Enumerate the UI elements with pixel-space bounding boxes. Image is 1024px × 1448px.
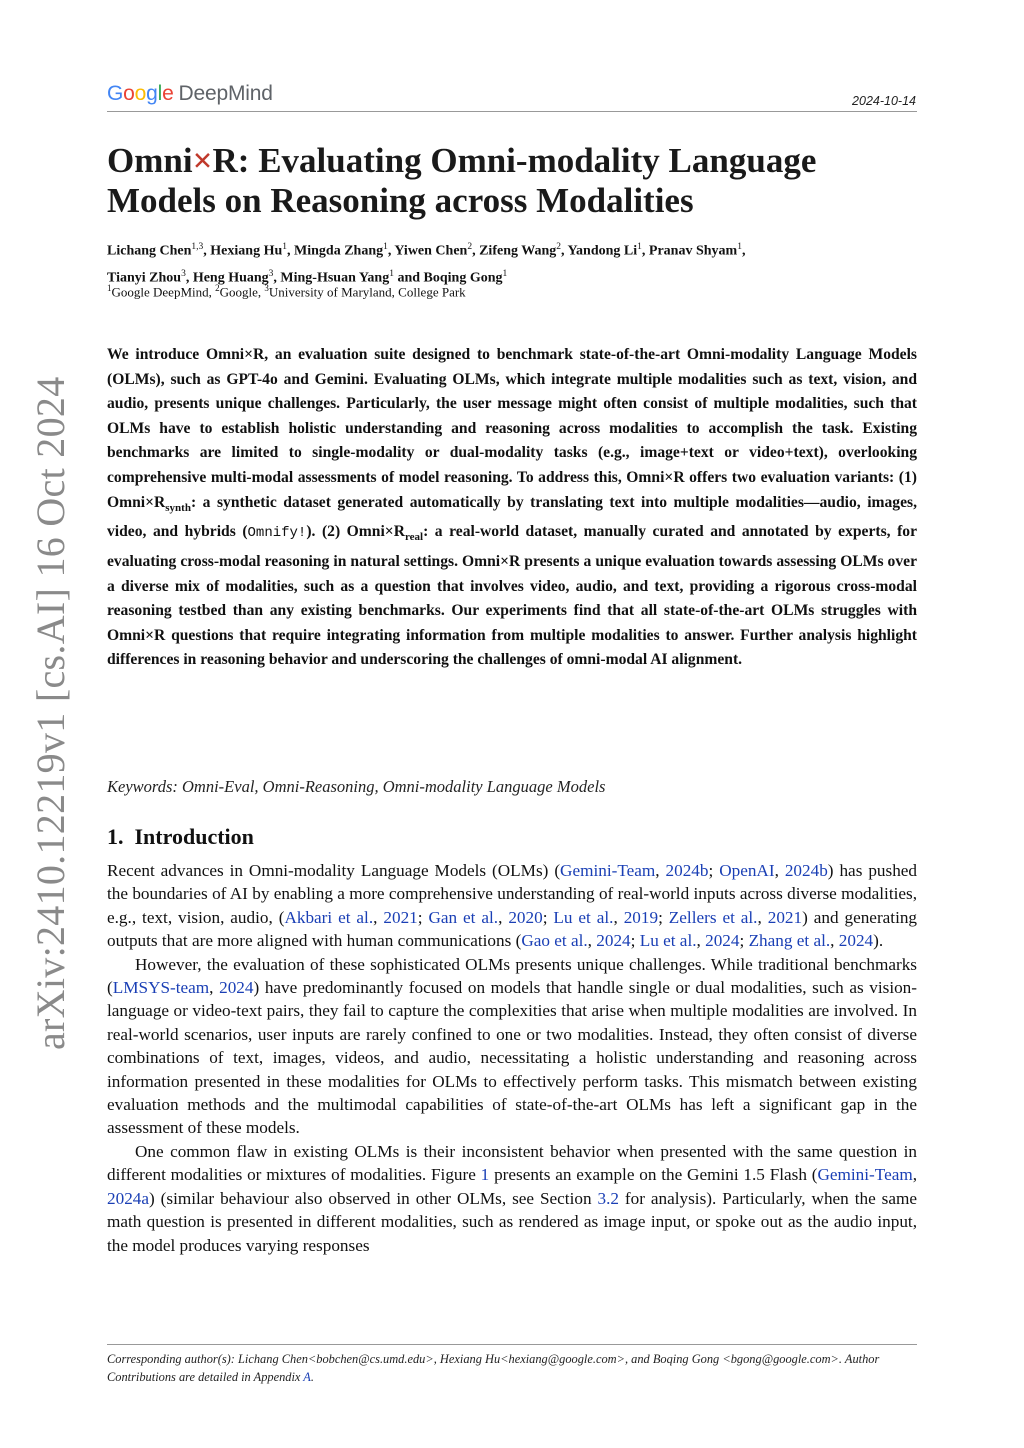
citation-link[interactable]: Lu et al. bbox=[639, 931, 697, 951]
author: Zifeng Wang bbox=[479, 243, 557, 259]
section-heading-introduction: 1. Introduction bbox=[107, 824, 254, 849]
paragraph: Recent advances in Omni-modality Language Models (OLMs) (Gemini-Team, 2024b; OpenAI, 2024b) has pushed the boundaries of AI by enabling a more comprehensive understanding of real-world inputs across diverse modalities, e.g., text, vision, audio, (Akbari et al., 2021; Gan et al., 2020; Lu et al., 2019; Zellers et al., 2021) and generating outputs that are more aligned with human communications (Gao et al., 2024; Lu et al., 2024; Zhang et al., 2024). bbox=[107, 861, 918, 951]
abstract: We introduce Omni×R, an evaluation suite designed to benchmark state-of-the-art Omni-modality Language Models (OLMs), such as GPT-4o and Gemini. Evaluating OLMs, which integrate multiple modalities such as text, vision, and audio, presents unique challenges. Particularly, the user message might often consist of multiple modalities, such that OLMs have to establish holistic understanding and reasoning across modalities to accomplish the task. Existing benchmarks are limited to single-modality or dual-modality tasks (e.g., image+text or video+text), overlooking comprehensive multi-modal assessments of model reasoning. To address this, Omni×R offers two evaluation variants: (1) $Omni\times R_{synth}$: a synthetic dataset generated automatically by translating text into multiple modalities—audio, images, video, and hybrids (Omnify!). (2) $Omni\times R_{real}$: a real-world dataset, manually curated and annotated by experts, for evaluating cross-modal reasoning in natural settings. Omni×R presents a unique evaluation towards assessing OLMs over a diverse mix of modalities, such as a question that involves video, audio, and text, providing a rigorous cross-modal reasoning testbed than any existing benchmarks. Our experiments find that all state-of-the-art OLMs struggles with Omni×R questions that require integrating information from multiple modalities to answer. Further analysis highlight differences in reasoning behavior and underscoring the challenges of omni-modal AI alignment. bbox=[107, 346, 917, 669]
introduction-body bbox=[107, 859, 917, 1257]
section-link[interactable]: 3.2 bbox=[597, 1188, 619, 1208]
footnote-corresponding-authors: Corresponding author(s): Lichang Chen<bobchen@cs.umd.edu>, Hexiang Hu<hexiang@google.com>, and Boqing Gong <bgong@google.com>. Author Contributions are detailed in Appendix A. bbox=[107, 1352, 880, 1384]
citation-link[interactable]: 2021 bbox=[767, 907, 803, 927]
omnify-code: Omnify! bbox=[247, 525, 307, 542]
author: Heng Huang bbox=[192, 270, 269, 286]
author: Pranav Shyam bbox=[648, 243, 738, 259]
author: Boqing Gong bbox=[423, 270, 503, 286]
author: Yandong Li bbox=[567, 243, 638, 259]
citation-link[interactable]: Gemini-Team bbox=[560, 861, 656, 880]
citation-link[interactable]: 2019 bbox=[623, 907, 659, 927]
header-divider bbox=[107, 111, 917, 112]
citation-link[interactable]: 2024 bbox=[219, 978, 254, 998]
title-line2: Models on Reasoning across Modalities bbox=[107, 181, 694, 220]
paragraph: However, the evaluation of these sophisticated OLMs presents unique challenges. While traditional benchmarks (LMSYS-team, 2024) have predominantly focused on models that handle single or dual modalities, such as vision-language or video-text pairs, they fail to capture the complexities that arise when multiple modalities are involved. In real-world scenarios, user inputs are rarely confined to one or two modalities. Instead, they often consist of diverse combinations of text, images, videos, and audio, necessitating a holistic understanding and reasoning across information presented in these modalities for OLMs to effectively perform tasks. This mismatch between existing evaluation methods and the multimodal capabilities of state-of-the-art OLMs has left a significant gap in the assessment of these models. bbox=[107, 954, 918, 1138]
citation-link[interactable]: 2020 bbox=[508, 907, 543, 927]
author: Mingda Zhang bbox=[294, 243, 384, 259]
citation-link[interactable]: 2021 bbox=[383, 907, 418, 927]
google-deepmind-logo: Google DeepMind bbox=[107, 82, 273, 105]
citation-link[interactable]: 2024a bbox=[107, 1188, 150, 1208]
author: Ming-Hsuan Yang bbox=[280, 270, 390, 286]
paragraph: One common flaw in existing OLMs is their inconsistent behavior when presented with the same question in different modalities or mixtures of modalities. Figure 1 presents an example on the Gemini 1.5 Flash (Gemini-Team, 2024a) (similar behaviour also observed in other OLMs, see Section 3.2 for analysis). Particularly, when the same math question is presented in different modalities, such as rendered as image input, or spoke out as the audio input, the model produces varying responses bbox=[107, 1141, 917, 1255]
figure-link[interactable]: 1 bbox=[480, 1165, 490, 1185]
logo-deepmind-text: DeepMind bbox=[178, 82, 273, 105]
footnote-divider bbox=[107, 1344, 917, 1345]
author-list: Lichang Chen$^{1,3}$, Hexiang Hu$^1$, Mingda Zhang$^1$, Yiwen Chen$^2$, Zifeng Wang$^2$, Yandong Li$^1$, Pranav Shyam$^1$, Tianyi Zhou$^3$, Heng Huang$^3$, Ming-Hsuan Yang$^1$ and Boqing Gong$^1$ bbox=[107, 242, 746, 286]
citation-link[interactable]: Gemini-Team bbox=[817, 1165, 913, 1185]
author: Hexiang Hu bbox=[210, 243, 283, 259]
citation-link[interactable]: Zellers et al. bbox=[668, 907, 758, 927]
author: Lichang Chen bbox=[107, 243, 192, 259]
citation-link[interactable]: 2024 bbox=[596, 931, 631, 951]
citation-link[interactable]: 2024b bbox=[784, 861, 828, 880]
appendix-link[interactable]: A bbox=[303, 1370, 311, 1384]
title-part2: R: Evaluating Omni-modality Language bbox=[212, 141, 817, 180]
paper-date: 2024-10-14 bbox=[852, 94, 916, 108]
citation-link[interactable]: Gao et al. bbox=[521, 931, 588, 951]
paper-title bbox=[107, 141, 927, 221]
arxiv-watermark: arXiv:2410.12219v1 [cs.AI] 16 Oct 2024 bbox=[28, 376, 73, 1050]
citation-link[interactable]: Lu et al. bbox=[553, 907, 614, 927]
citation-link[interactable]: 2024 bbox=[705, 931, 740, 951]
author: Tianyi Zhou bbox=[107, 270, 182, 286]
citation-link[interactable]: Gan et al. bbox=[428, 907, 499, 927]
citation-link[interactable]: Zhang et al. bbox=[748, 931, 831, 951]
affiliations: $^1$Google DeepMind, $^2$Google, $^3$University of Maryland, College Park bbox=[107, 283, 466, 300]
title-part1: Omni bbox=[107, 141, 193, 180]
keywords: Keywords: Omni-Eval, Omni-Reasoning, Omni-modality Language Models bbox=[107, 777, 606, 796]
citation-link[interactable]: Akbari et al. bbox=[284, 907, 374, 927]
citation-link[interactable]: OpenAI bbox=[719, 861, 775, 880]
author: Yiwen Chen bbox=[394, 243, 468, 259]
citation-link[interactable]: 2024 bbox=[838, 931, 874, 951]
title-times-symbol: × bbox=[192, 141, 213, 180]
citation-link[interactable]: 2024b bbox=[665, 861, 709, 880]
citation-link[interactable]: LMSYS-team bbox=[112, 978, 210, 998]
